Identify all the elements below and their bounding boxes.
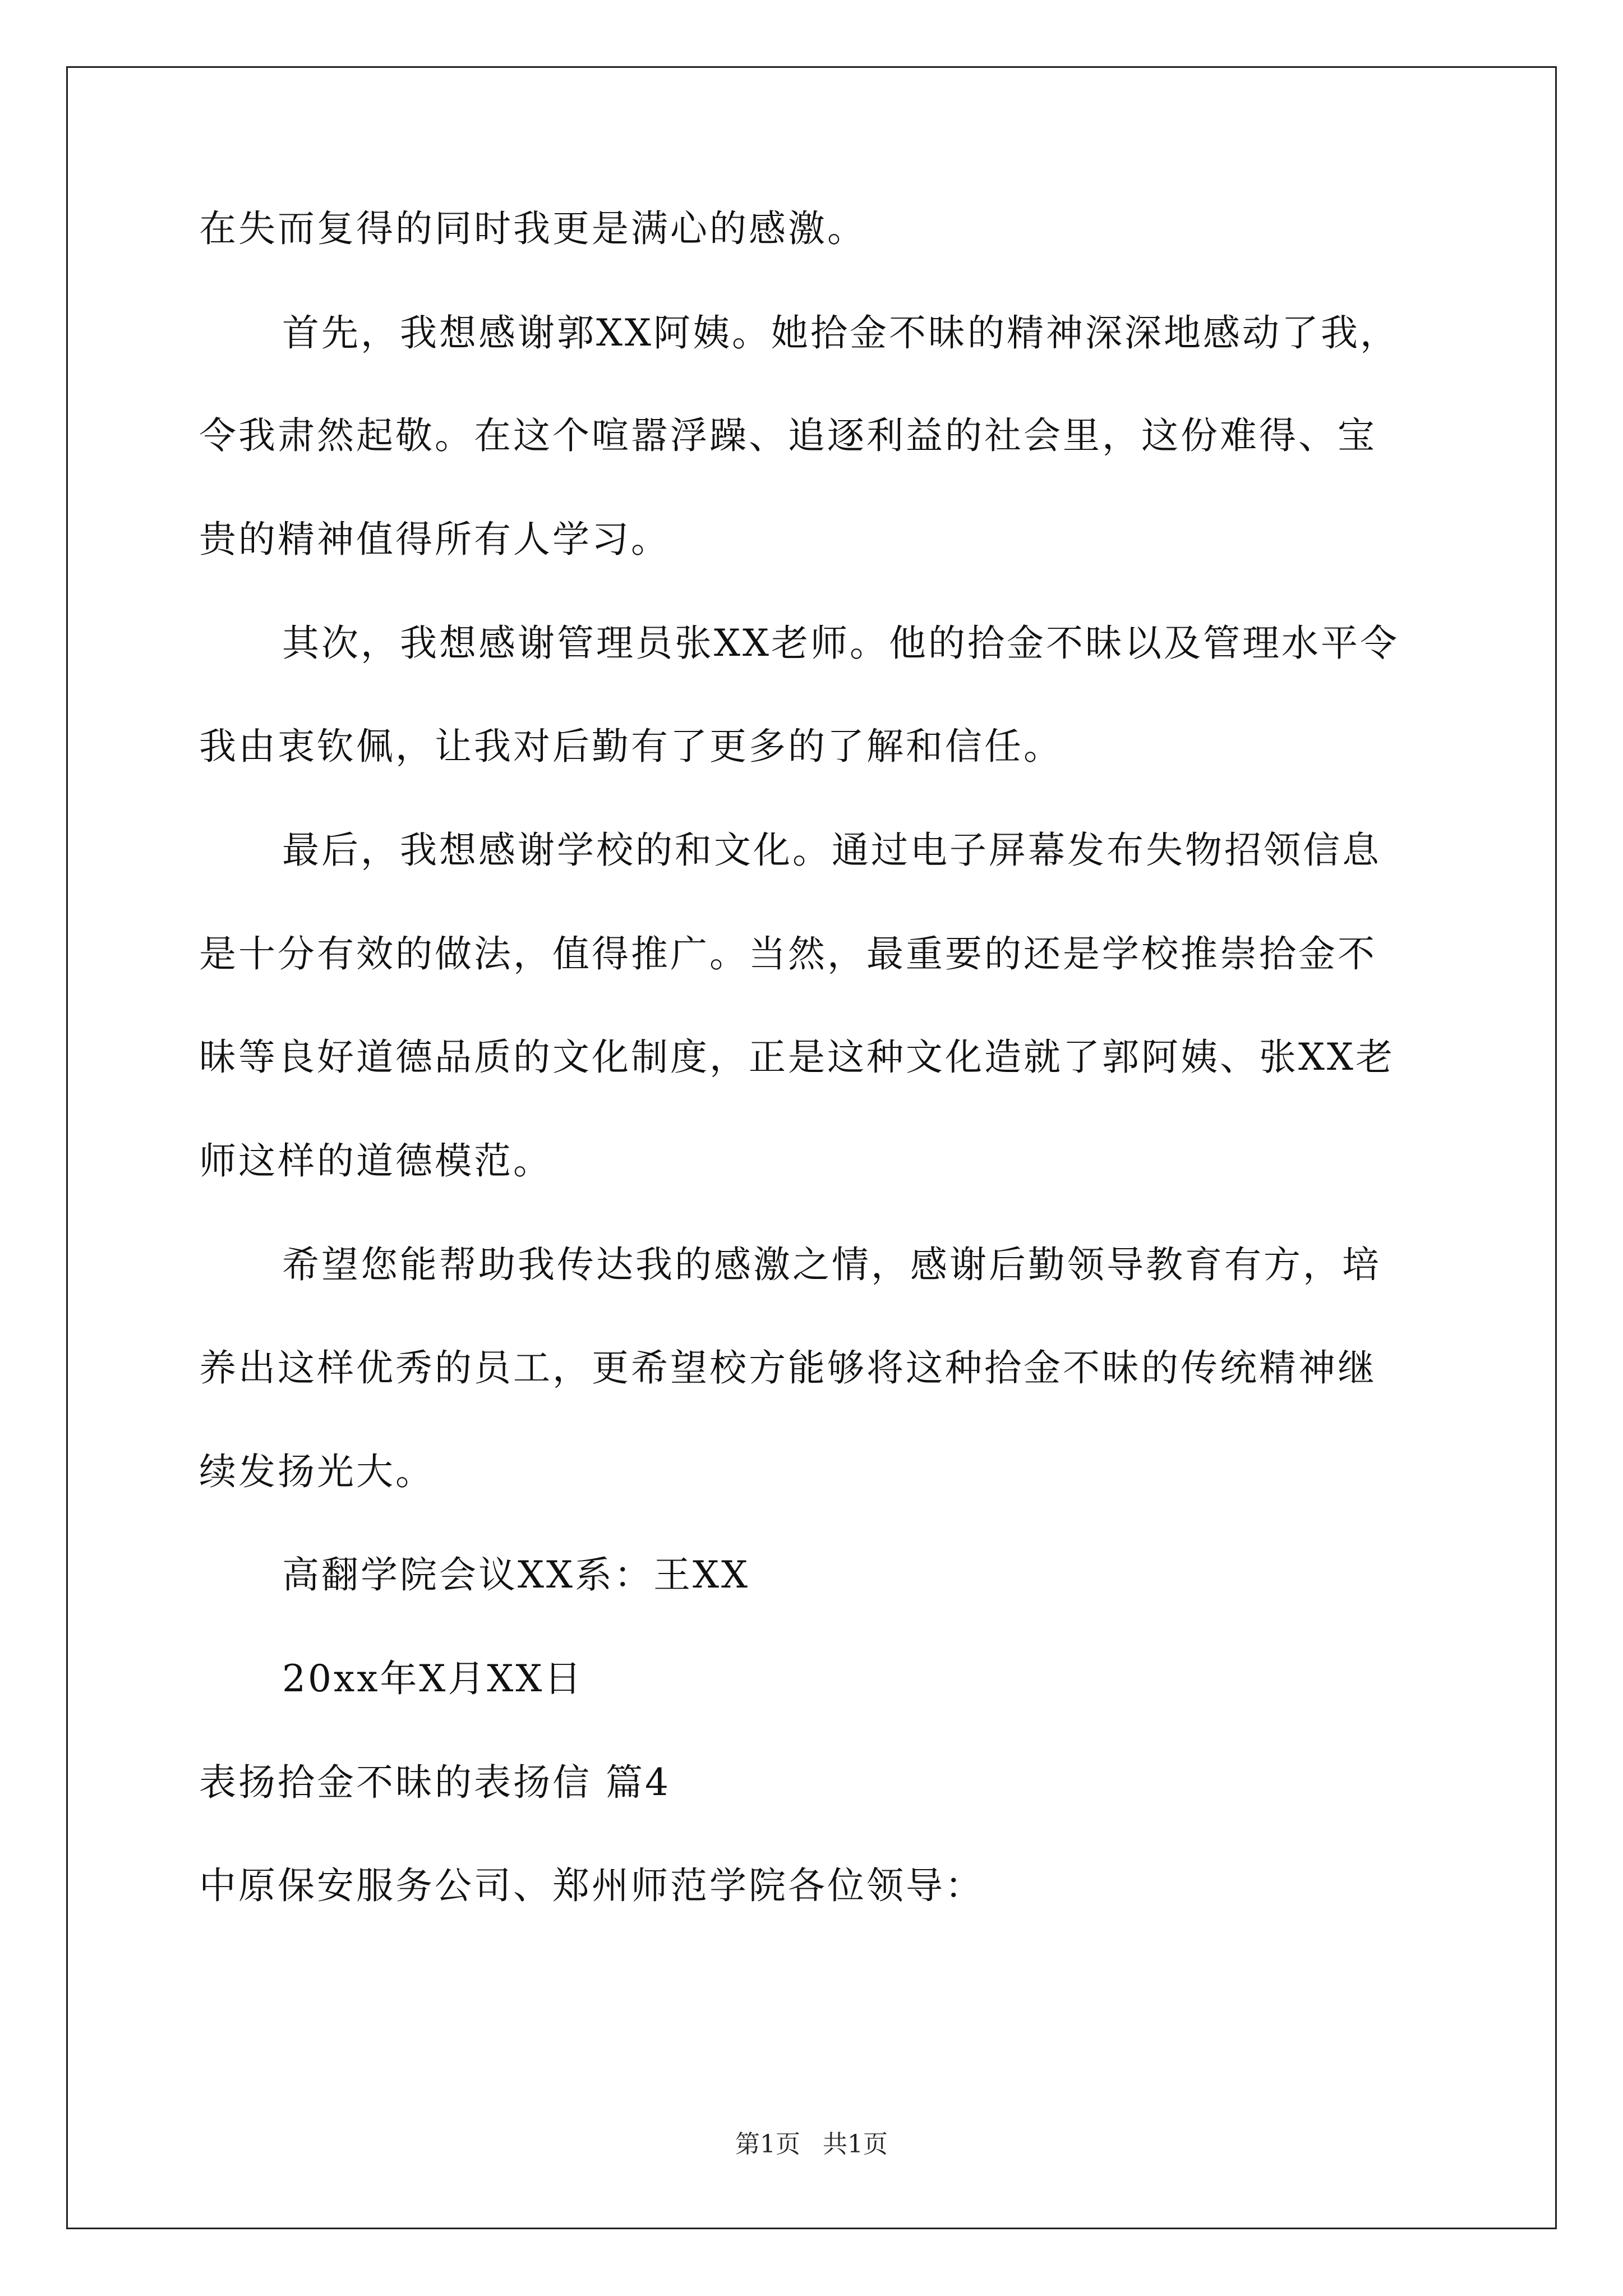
- text-line: 贵的精神值得所有人学习。: [199, 518, 670, 561]
- text-line: 令我肃然起敬。在这个喧嚣浮躁、追逐利益的社会里，这份难得、宝: [199, 414, 1377, 457]
- text-line: 师这样的道德模范。: [199, 1139, 552, 1182]
- signature-line: 高翻学院会议XX系：王XX: [282, 1553, 750, 1596]
- page-number: 第1页: [735, 2130, 800, 2159]
- text-line: 最后，我想感谢学校的和文化。通过电子屏幕发布失物招领信息: [282, 829, 1381, 872]
- text-line: 昧等良好道德品质的文化制度，正是这种文化造就了郭阿姨、张XX老: [199, 1036, 1395, 1079]
- text-line: 希望您能帮助我传达我的感激之情，感谢后勤领导教育有方，培: [282, 1243, 1381, 1286]
- date-line: 20xx年X月XX日: [282, 1657, 584, 1700]
- page-footer: [0, 2129, 1623, 2160]
- text-line: 首先，我想感谢郭XX阿姨。她拾金不昧的精神深深地感动了我，: [282, 311, 1399, 355]
- text-line: 是十分有效的做法，值得推广。当然，最重要的还是学校推崇拾金不: [199, 932, 1377, 976]
- text-line: 我由衷钦佩，让我对后勤有了更多的了解和信任。: [199, 725, 1063, 768]
- salutation-line: 中原保安服务公司、郑州师范学院各位领导：: [199, 1864, 984, 1907]
- text-line: 续发扬光大。: [199, 1450, 435, 1493]
- page-total: 共1页: [823, 2130, 888, 2159]
- section-heading: 表扬拾金不昧的表扬信 篇4: [199, 1761, 671, 1804]
- text-line: 其次，我想感谢管理员张XX老师。他的拾金不昧以及管理水平令: [282, 622, 1399, 665]
- text-line: 养出这样优秀的员工，更希望校方能够将这种拾金不昧的传统精神继: [199, 1346, 1377, 1389]
- text-line: 在失而复得的同时我更是满心的感激。: [199, 207, 866, 250]
